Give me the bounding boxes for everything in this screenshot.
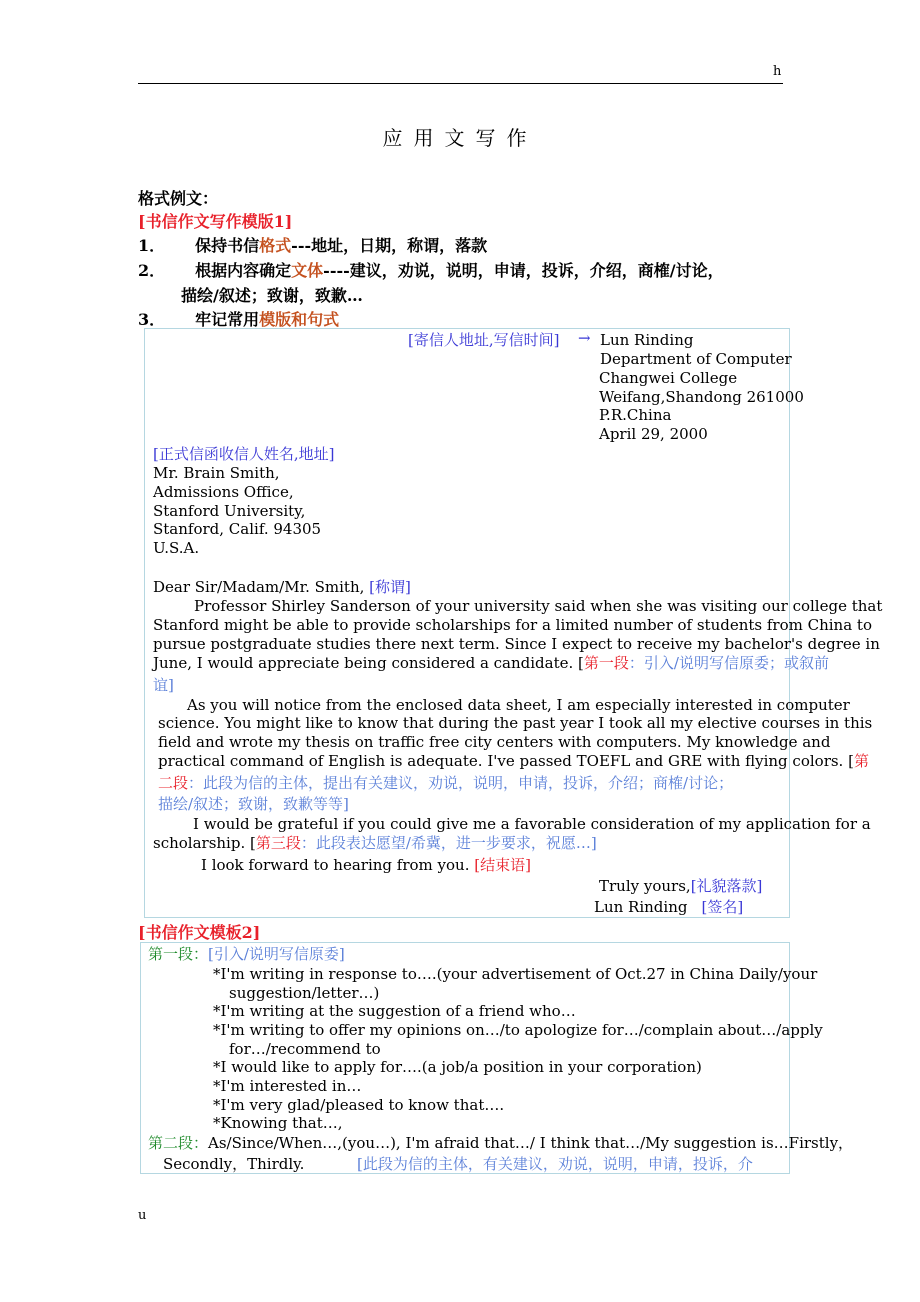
p1-line-last <box>153 654 829 673</box>
recipient-line: Admissions Office, <box>153 483 294 501</box>
p1-line: Professor Shirley Sanderson of your university said when she was visiting our college that <box>194 597 883 615</box>
list-text: ----建议，劝说，说明，申请，投诉，介绍，商榷/讨论， <box>323 261 724 280</box>
p3-note-label: 第三段 <box>255 834 301 852</box>
sender-line: Weifang,Shandong 261000 <box>599 388 804 406</box>
p1-text: June, I would appreciate being considered a candidate. [ <box>153 654 584 672</box>
template1-heading: [书信作文写作模版1] <box>138 212 293 231</box>
template2-heading: [书信作文模板2] <box>138 923 261 942</box>
sender-line: Lun Rinding <box>600 331 694 349</box>
p1-note-label: 第一段 <box>583 654 629 672</box>
list-item-3 <box>138 307 339 330</box>
p1-line: Stanford might be able to provide scholarships for a limited number of students from China to <box>153 616 872 634</box>
phrase-item: *I'm very glad/pleased to know that…. <box>213 1096 505 1114</box>
p3-note-text: ：此段表达愿望/希冀，进一步要求，祝愿…] <box>300 834 597 852</box>
list-highlight: 格式 <box>259 236 292 255</box>
list-text: 牢记常用 <box>195 310 260 329</box>
list-text: ---地址，日期，称谓，落款 <box>291 236 488 255</box>
list-item-1 <box>138 233 487 256</box>
footer-mark: u <box>138 1208 147 1223</box>
list-text: 根据内容确定 <box>195 261 292 280</box>
p2-note-label: 二段 <box>158 774 189 792</box>
header-rule <box>138 83 783 84</box>
phrase-item-cont: for…/recommend to <box>229 1040 381 1058</box>
arrow-right-icon: → <box>578 329 591 347</box>
signoff-text: Truly yours, <box>599 877 691 895</box>
p3-text: scholarship. [ <box>153 834 256 852</box>
list-item-2 <box>138 258 724 281</box>
phrase-item: *I'm writing in response to….(your advertisement of Oct.27 in China Daily/your <box>213 965 818 983</box>
p1-note-text: ：引入/说明写信原委；或叙前 <box>628 654 829 672</box>
recipient-note: [正式信函收信人姓名,地址] <box>153 445 335 463</box>
salutation <box>153 578 411 597</box>
p2-line: field and wrote my thesis on traffic free city centers with computers. My knowledge and <box>158 733 831 751</box>
closing-line <box>201 856 531 875</box>
salutation-note: [称谓] <box>369 578 411 596</box>
p2-line-last <box>158 752 869 771</box>
p2-note-label: 第 <box>853 752 869 770</box>
para2-continuation: Secondly，Thirdly. <box>163 1155 305 1173</box>
salutation-text: Dear Sir/Madam/Mr. Smith, <box>153 578 365 596</box>
page-title: 应用文写作 <box>382 126 538 150</box>
signature <box>594 898 743 917</box>
signoff-note: [礼貌落款] <box>690 877 763 895</box>
phrase-item: *I would like to apply for….(a job/a position in your corporation) <box>213 1058 702 1076</box>
recipient-line: Stanford University, <box>153 502 306 520</box>
phrase-item: *I'm interested in… <box>213 1077 362 1095</box>
para1-note: [引入/说明写信原委] <box>208 945 345 963</box>
closing-note: [结束语] <box>474 856 531 874</box>
signature-text: Lun Rinding <box>594 898 688 916</box>
p2-note <box>158 774 733 793</box>
p2-note-end: 描绘/叙述；致谢，致歉等等] <box>158 795 349 813</box>
signoff <box>599 877 762 896</box>
list-number: 3． <box>138 310 166 329</box>
p3-line: I would be grateful if you could give me a favorable consideration of my application for a <box>193 815 871 833</box>
format-example-label: 格式例文： <box>138 189 219 208</box>
phrase-item: *Knowing that…, <box>213 1114 343 1132</box>
p2-text: practical command of English is adequate. I've passed TOEFL and GRE with flying colors. [ <box>158 752 854 770</box>
list-number: 2． <box>138 261 166 280</box>
phrase-item: *I'm writing at the suggestion of a friend who… <box>213 1002 576 1020</box>
recipient-line: U.S.A. <box>153 539 200 557</box>
p3-line-last <box>153 834 597 853</box>
header-mark: h <box>773 64 782 79</box>
phrase-item: *I'm writing to offer my opinions on…/to apologize for…/complain about…/apply <box>213 1021 823 1039</box>
list-number: 1． <box>138 236 166 255</box>
signature-note: [签名] <box>701 898 744 916</box>
sender-line: Changwei College <box>599 369 738 387</box>
recipient-line: Stanford, Calif. 94305 <box>153 520 322 538</box>
para2-heading <box>148 1134 853 1153</box>
para2-note: [此段为信的主体，有关建议，劝说，说明，申请，投诉，介 <box>357 1155 753 1173</box>
sender-line: April 29, 2000 <box>599 425 708 443</box>
list-text: 保持书信 <box>195 236 260 255</box>
recipient-line: Mr. Brain Smith, <box>153 464 280 482</box>
list-highlight: 文体 <box>291 261 324 280</box>
p1-note-end: 谊] <box>153 676 174 694</box>
list-highlight: 模版和句式 <box>259 310 340 329</box>
list-item-2-continuation: 描绘/叙述；致谢，致歉… <box>181 286 363 305</box>
sender-note: [寄信人地址,写信时间] <box>408 331 560 349</box>
para1-label: 第一段： <box>148 945 209 963</box>
sender-line: P.R.China <box>599 406 672 424</box>
para1-heading <box>148 945 345 964</box>
p2-line: science. You might like to know that during the past year I took all my elective courses in this <box>158 714 873 732</box>
p2-note-text: ：此段为信的主体，提出有关建议，劝说，说明，申请，投诉，介绍；商榷/讨论； <box>188 774 734 792</box>
para2-label: 第二段： <box>148 1134 209 1152</box>
phrase-item-cont: suggestion/letter…) <box>229 984 380 1002</box>
para2-text: As/Since/When…,(you…), I'm afraid that…/ I think that…/My suggestion is…Firstly， <box>208 1134 854 1152</box>
p2-line: As you will notice from the enclosed data sheet, I am especially interested in computer <box>187 696 850 714</box>
sender-line: Department of Computer <box>600 350 792 368</box>
p1-line: pursue postgraduate studies there next term. Since I expect to receive my bachelor's degree in <box>153 635 880 653</box>
closing-text: I look forward to hearing from you. <box>201 856 470 874</box>
